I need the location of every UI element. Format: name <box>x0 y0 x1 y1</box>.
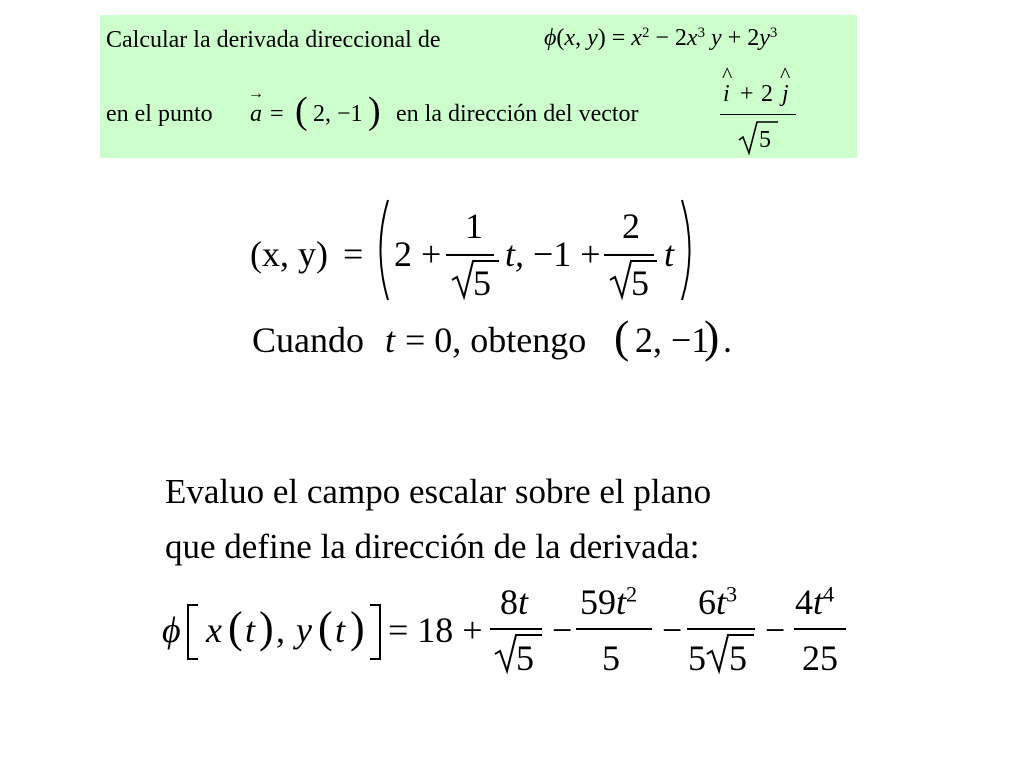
func-equals: = <box>611 25 626 51</box>
result-f1-numerator <box>500 584 528 620</box>
result-minus-2: − <box>662 610 683 650</box>
result-f1-num-coef: 8 <box>500 582 518 622</box>
i-hat-icon: ^ <box>722 62 733 87</box>
param-t1-comma: t, <box>505 234 525 274</box>
dir-denominator: 5 <box>759 127 771 153</box>
func-plus: + <box>727 25 742 51</box>
param-lhs: (x, y) <box>250 234 328 274</box>
func-term2-exp: 3 <box>697 24 706 41</box>
result-eq-18-plus: = 18 + <box>388 610 483 650</box>
param-minus-one-plus: −1 + <box>533 234 601 274</box>
result-f4-bar <box>794 628 846 630</box>
func-term2-x: x <box>686 25 698 51</box>
dir-i: i <box>723 81 730 107</box>
param-frac1-numerator: 1 <box>465 206 483 246</box>
param-equals: = <box>343 234 364 274</box>
result-t2: t <box>335 610 346 650</box>
result-f2-denominator: 5 <box>602 638 620 678</box>
param-frac2-bar <box>604 254 654 256</box>
point-open-paren: ( <box>295 90 308 132</box>
result-open-paren-2: ( <box>318 603 333 652</box>
param-t2: t <box>664 234 675 274</box>
point-close-paren: ) <box>368 90 381 132</box>
result-f2-num-exp: 2 <box>626 581 638 607</box>
result-f1-num-t: t <box>518 582 529 622</box>
func-term3-coef: 2 <box>747 25 760 51</box>
param-two-plus: 2 + <box>394 234 442 274</box>
evaluate-line1: Evaluo el campo escalar sobre el plano <box>165 472 712 511</box>
when-open-paren: ( <box>614 311 630 362</box>
result-close-paren-1: ) <box>259 603 274 652</box>
func-term3-y: y <box>759 25 770 51</box>
result-f2-num-t: t <box>616 582 627 622</box>
result-x: x <box>206 610 222 650</box>
param-frac1-denominator: 5 <box>473 263 491 303</box>
result-comma: , <box>276 610 285 650</box>
result-f3-numerator <box>698 581 738 622</box>
large-open-paren-icon <box>370 198 390 302</box>
result-f1-denominator: 5 <box>516 638 534 678</box>
result-f3-num-coef: 6 <box>698 582 716 622</box>
result-f4-numerator <box>795 581 835 622</box>
when-period: . <box>723 320 732 360</box>
when-value: 2, −1 <box>635 320 710 360</box>
dir-j: j <box>782 81 789 107</box>
func-var-x: x <box>564 25 576 51</box>
func-term3-exp: 3 <box>769 24 778 41</box>
result-f3-num-exp: 3 <box>726 581 738 607</box>
phi-symbol: ϕ <box>544 25 557 51</box>
result-f3-den-coef: 5 <box>688 638 706 678</box>
result-phi: ϕ <box>162 610 181 650</box>
func-term2-y: y <box>711 25 722 51</box>
result-minus-1: − <box>552 610 573 650</box>
result-f4-num-exp: 4 <box>823 581 835 607</box>
param-frac2-numerator: 2 <box>622 206 640 246</box>
result-f3-num-t: t <box>716 582 727 622</box>
result-open-paren-1: ( <box>228 603 243 652</box>
problem-line2-prefix: en el punto <box>106 101 213 127</box>
point-var-a: a <box>250 101 262 127</box>
result-f4-num-coef: 4 <box>795 582 813 622</box>
func-term1-exp: 2 <box>641 24 650 41</box>
result-f4-num-t: t <box>813 582 824 622</box>
result-minus-3: − <box>765 610 786 650</box>
result-y: y <box>296 610 312 650</box>
open-bracket-icon <box>186 604 200 660</box>
problem-line1-text: Calcular la derivada direccional de <box>106 27 441 53</box>
result-f1-bar <box>490 628 542 630</box>
func-term1-base: x <box>631 25 642 51</box>
point-equals: = <box>270 101 284 127</box>
func-comma: , <box>575 25 582 51</box>
func-var-y: y <box>587 25 598 51</box>
result-f2-bar <box>576 628 652 630</box>
sqrt-icon <box>738 120 778 156</box>
func-term2-coef: 2 <box>674 25 687 51</box>
result-f4-denominator: 25 <box>802 638 838 678</box>
result-f2-numerator <box>580 581 638 622</box>
result-f3-bar <box>687 628 755 630</box>
result-f3-den-rad: 5 <box>729 638 747 678</box>
function-definition <box>544 26 777 50</box>
func-minus: − <box>655 25 669 51</box>
dir-plus: + <box>740 81 754 107</box>
evaluate-line2: que define la dirección de la derivada: <box>165 527 700 566</box>
vector-arrow-icon: → <box>248 85 264 102</box>
j-hat-icon: ^ <box>780 62 791 87</box>
when-t: t <box>385 320 396 360</box>
point-value: 2, −1 <box>313 101 363 127</box>
param-frac2-denominator: 5 <box>631 263 649 303</box>
dir-two: 2 <box>761 81 773 107</box>
dir-fraction-bar <box>720 114 796 115</box>
large-close-paren-icon <box>680 198 700 302</box>
close-bracket-icon <box>368 604 382 660</box>
when-cuando: Cuando <box>252 320 364 360</box>
func-lhs-open: ( <box>556 25 565 51</box>
problem-line2-middle: en la dirección del vector <box>396 101 639 127</box>
param-frac1-bar <box>446 254 494 256</box>
when-eq-zero: = 0, obtengo <box>405 320 587 360</box>
result-t1: t <box>245 610 256 650</box>
result-f2-num-coef: 59 <box>580 582 616 622</box>
result-close-paren-2: ) <box>350 603 365 652</box>
when-close-paren: ) <box>704 311 720 362</box>
func-lhs-close: ) <box>597 25 606 51</box>
